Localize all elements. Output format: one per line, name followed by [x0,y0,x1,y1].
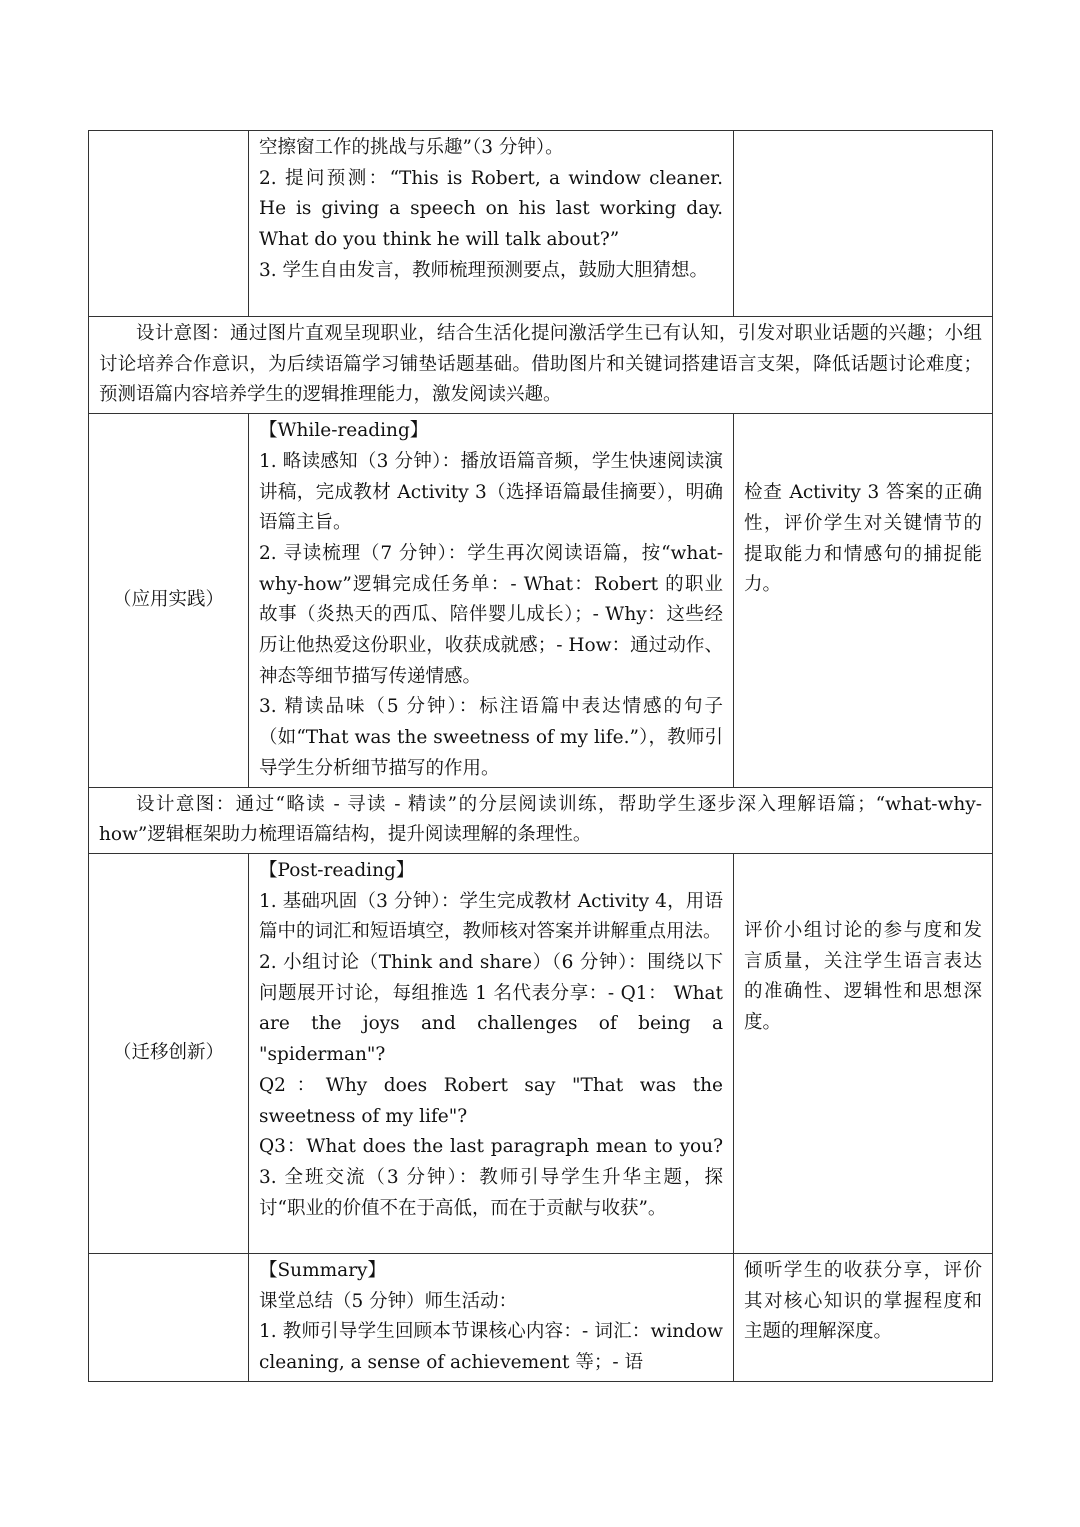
evaluation-cell [734,414,993,787]
evaluation-cell [734,853,993,1253]
section-heading: 【Summary】 [259,1259,386,1281]
evaluation-text: 检查 Activity 3 答案的正确性，评价学生对关键情节的提取能力和情感句的捕捉能力。 [744,482,982,596]
table-row [89,853,993,1253]
section-heading: 【Post-reading】 [259,859,415,881]
activity-line: 1. 略读感知（3 分钟）：播放语篇音频，学生快速阅读演讲稿，完成教材 Activity 3（选择语篇最佳摘要），明确语篇主旨。 [259,450,723,534]
activity-line: 空擦窗工作的挑战与乐趣”（3 分钟）。 [259,137,564,158]
activity-line: 3. 精读品味（5 分钟）：标注语篇中表达情感的句子（如“That was the sweetness of my life.”），教师引导学生分析细节描写的作用。 [259,696,723,779]
table-row [89,1253,993,1381]
activity-cell [249,853,734,1253]
design-intent: 设计意图：通过“略读 - 寻读 - 精读”的分层阅读训练，帮助学生逐步深入理解语篇；“what-why-how”逻辑框架助力梳理语篇结构，提升阅读理解的条理性。 [89,787,993,853]
activity-line: 课堂总结（5 分钟）师生活动： [259,1290,518,1312]
activity-line: 1. 教师引导学生回顾本节课核心内容：- 词汇：window cleaning, a sense of achievement 等；- 语 [259,1321,723,1374]
stage-cell: （应用实践） [89,414,249,787]
evaluation-cell: 倾听学生的收获分享，评价其对核心知识的掌握程度和主题的理解深度。 [734,1253,993,1381]
table-row [89,414,993,787]
lesson-plan-table [88,130,993,1382]
activity-line: 2. 寻读梳理（7 分钟）：学生再次阅读语篇，按“what-why-how”逻辑完成任务单：- What：Robert 的职业故事（炎热天的西瓜、陪伴婴儿成长）；- Why：这些经历让他热爱这份职业，收获成就感；- How：通过动作、神态等细节描写传递情感。 [259,542,723,687]
stage-cell: （迁移创新） [89,853,249,1253]
activity-cell [249,1253,734,1381]
stage-cell [89,1253,249,1381]
evaluation-cell [734,131,993,317]
activity-line: 2. 提问预测：“This is Robert, a window cleaner. He is giving a speech on his last working day. What do you think he will talk about?” [259,167,723,251]
evaluation-text: 评价小组讨论的参与度和发言质量，关注学生语言表达的准确性、逻辑性和思想深度。 [744,919,982,1034]
table-row [89,317,993,414]
activity-line: 1. 基础巩固（3 分钟）：学生完成教材 Activity 4，用语篇中的词汇和短语填空，教师核对答案并讲解重点用法。 [259,890,723,943]
stage-cell [89,131,249,317]
design-intent: 设计意图：通过图片直观呈现职业，结合生活化提问激活学生已有认知，引发对职业话题的兴趣；小组讨论培养合作意识，为后续语篇学习铺垫话题基础。借助图片和关键词搭建语言支架，降低话题讨论难度；预测语篇内容培养学生的逻辑推理能力，激发阅读兴趣。 [89,317,993,414]
table-row [89,131,993,317]
activity-line: Q2：Why does Robert say "That was the sweetness of my life"? [259,1074,723,1127]
section-heading: 【While-reading】 [259,420,429,442]
activity-line: 2. 小组讨论（Think and share）（6 分钟）：围绕以下问题展开讨论，每组推选 1 名代表分享：- Q1： What are the joys and challenges of being a "spiderman"? [259,952,723,1066]
table-row [89,787,993,853]
activity-cell [249,131,734,317]
activity-cell [249,414,734,787]
activity-line: 3. 学生自由发言，教师梳理预测要点，鼓励大胆猜想。 [259,259,709,281]
activity-line: Q3：What does the last paragraph mean to you?3. 全班交流（3 分钟）：教师引导学生升华主题，探讨“职业的价值不在于高低，而在于贡献与收获”。 [259,1136,723,1219]
